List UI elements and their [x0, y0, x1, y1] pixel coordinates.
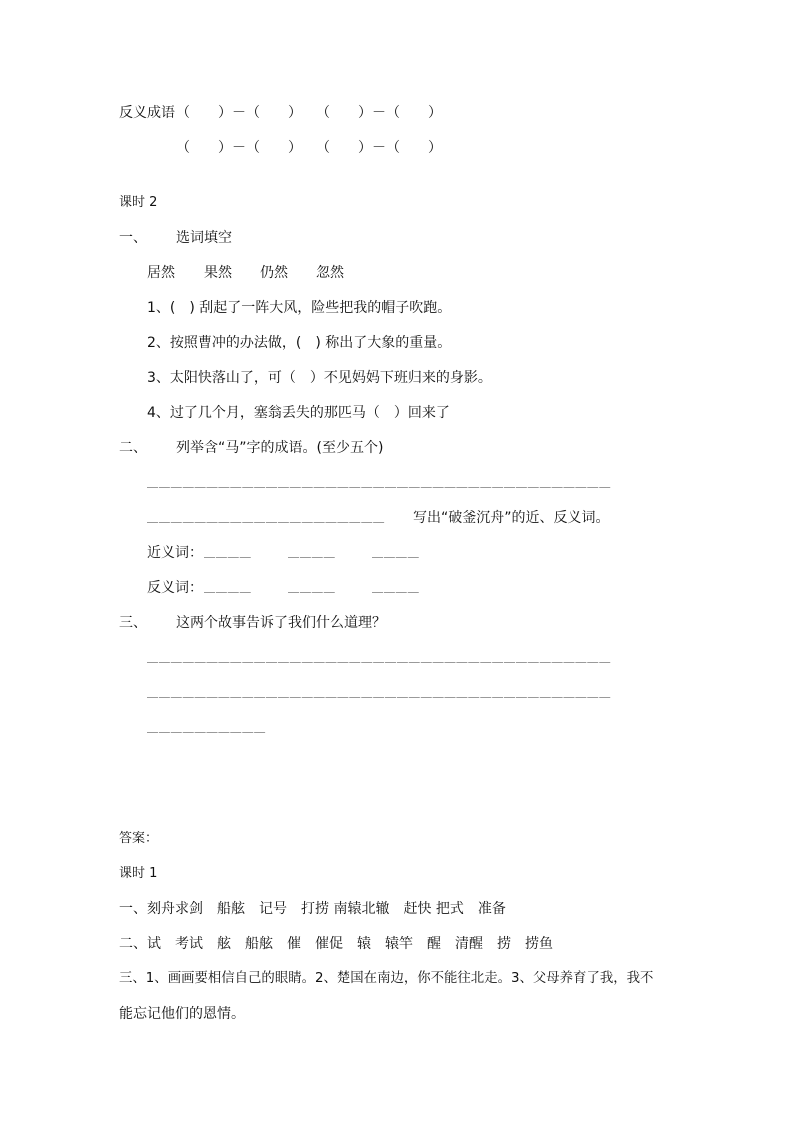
antonym-blank-row2-left: （ ）－（ ）	[176, 140, 302, 156]
q2-extra-prompt: 写出“破釜沉舟”的近、反义词。	[413, 510, 610, 526]
answers-title: 答案：	[119, 831, 159, 846]
q1-item-3: 3、太阳快落山了，可（ ）不见妈妈下班归来的身影。	[147, 370, 492, 386]
word-option: 仍然	[260, 265, 288, 281]
q2-prompt: 列举含“马”字的成语。(至少五个)	[176, 440, 384, 456]
q2-answer-line-1: ＿＿＿＿＿＿＿＿＿＿＿＿＿＿＿＿＿＿＿＿＿＿＿＿＿＿＿＿＿＿＿＿＿＿＿＿＿＿＿	[147, 476, 612, 489]
antonym-blank-row1-right: （ ）－（ ）	[316, 105, 442, 121]
q1-number: 一、	[119, 230, 147, 246]
answers-lesson1-title: 课时 1	[119, 866, 158, 881]
q3-prompt: 这两个故事告诉了我们什么道理？	[176, 615, 386, 631]
q1-item-1: 1、( ) 刮起了一阵大风，险些把我的帽子吹跑。	[147, 300, 452, 316]
antonym-blank: ＿＿＿＿	[204, 581, 252, 594]
antonym-blank-row2-right: （ ）－（ ）	[316, 140, 442, 156]
answer-2: 二、试 考试 舷 船舷 催 催促 辕 辕竿 醒 清醒 捞 捞鱼	[119, 936, 553, 952]
antonym-blank: ＿＿＿＿	[372, 581, 420, 594]
word-option: 居然	[147, 265, 175, 281]
synonym-blank: ＿＿＿＿	[288, 546, 336, 559]
lesson2-title: 课时 2	[119, 195, 158, 210]
synonym-blank: ＿＿＿＿	[204, 546, 252, 559]
answer-3-line-2: 能忘记他们的恩情。	[119, 1006, 245, 1022]
q1-item-4: 4、过了几个月，塞翁丢失的那匹马（ ）回来了	[147, 405, 450, 421]
q2-number: 二、	[119, 440, 147, 456]
word-option: 忽然	[316, 265, 344, 281]
q1-item-2: 2、按照曹冲的办法做，( ) 称出了大象的重量。	[147, 335, 452, 351]
antonym-blank-row1-left: （ ）－（ ）	[176, 105, 302, 121]
antonym-blank: ＿＿＿＿	[288, 581, 336, 594]
q1-prompt: 选词填空	[176, 230, 232, 246]
q3-answer-line-1: ＿＿＿＿＿＿＿＿＿＿＿＿＿＿＿＿＿＿＿＿＿＿＿＿＿＿＿＿＿＿＿＿＿＿＿＿＿＿＿	[147, 651, 612, 664]
q3-answer-line-3: ＿＿＿＿＿＿＿＿＿＿	[147, 721, 266, 734]
q3-answer-line-2: ＿＿＿＿＿＿＿＿＿＿＿＿＿＿＿＿＿＿＿＿＿＿＿＿＿＿＿＿＿＿＿＿＿＿＿＿＿＿＿	[147, 686, 612, 699]
q3-number: 三、	[119, 615, 147, 631]
word-option: 果然	[204, 265, 232, 281]
answer-3-line-1: 三、1、画画要相信自己的眼睛。2、楚国在南边，你不能往北走。3、父母养育了我，我不	[119, 971, 654, 986]
synonym-label: 近义词：	[147, 545, 203, 561]
antonym-label: 反义词：	[147, 580, 203, 596]
synonym-blank: ＿＿＿＿	[372, 546, 420, 559]
antonym-idiom-label: 反义成语	[119, 105, 175, 121]
answer-1: 一、刻舟求剑 船舷 记号 打捞 南辕北辙 赶快 把式 准备	[119, 901, 506, 917]
q2-answer-line-2: ＿＿＿＿＿＿＿＿＿＿＿＿＿＿＿＿＿＿＿＿	[147, 511, 385, 524]
